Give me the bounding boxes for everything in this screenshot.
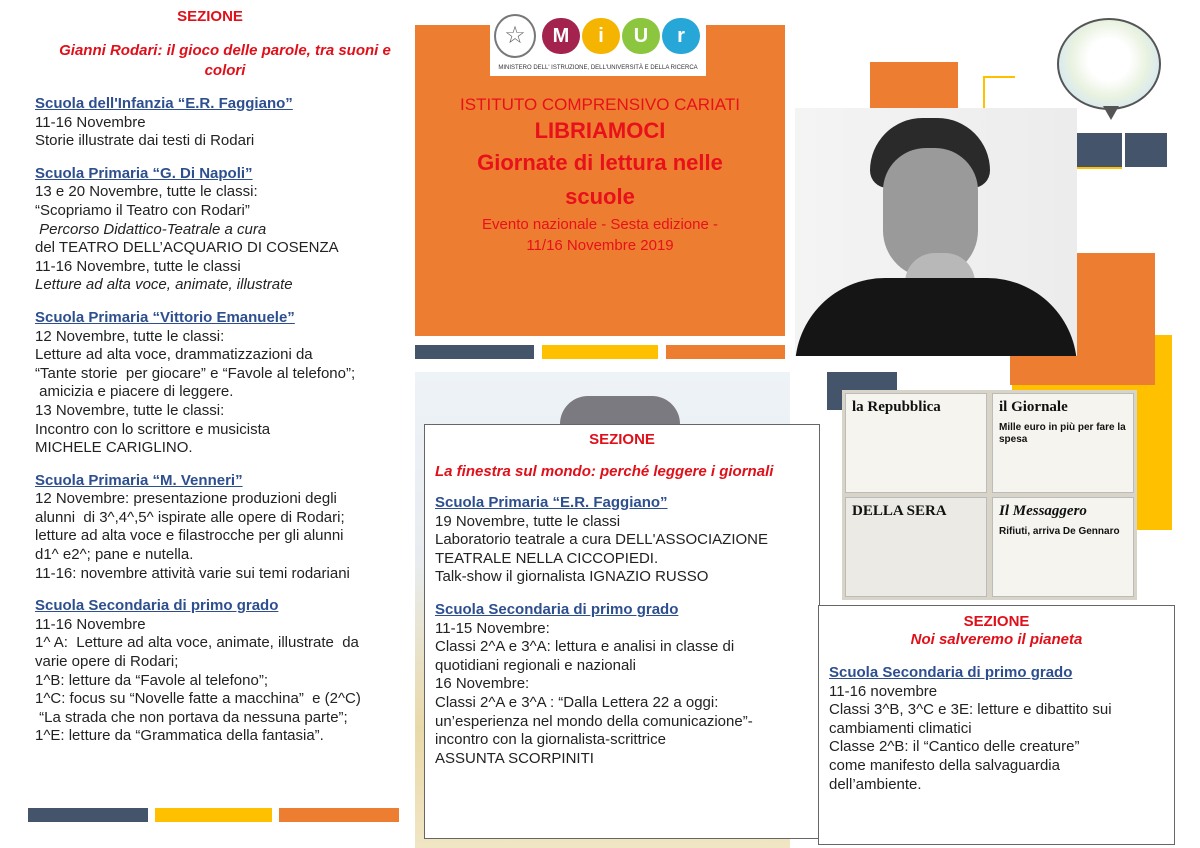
miur-logo <box>490 10 706 76</box>
activity-line: 11-16 novembre <box>829 682 938 700</box>
activity-line: Letture ad alta voce, drammatizzazioni da <box>35 346 313 364</box>
decor-bar-navy <box>28 808 148 822</box>
decor-square <box>870 62 958 108</box>
event-title: LIBRIAMOCI <box>534 118 666 143</box>
school-block <box>35 309 410 458</box>
activity-line: 19 Novembre, tutte le classi <box>435 512 621 530</box>
decor-line <box>1077 167 1122 169</box>
activity-line: 11-16 Novembre, tutte le classi <box>35 257 241 275</box>
section-theme: La finestra sul mondo: perché leggere i giornali <box>435 463 774 480</box>
decor-bar-navy <box>415 345 534 359</box>
activity-line: Classi 2^A e 3^A: lettura e analisi in classe di <box>435 638 735 656</box>
activity-line: varie opere di Rodari; <box>35 653 179 671</box>
activity-line: 11-16: novembre attività varie sui temi rodariani <box>35 564 350 582</box>
event-subtitle: Giornate di lettura nelle <box>477 150 723 175</box>
school-name: Scuola Primaria “Vittorio Emanuele” <box>35 308 295 326</box>
photo-head <box>560 396 680 424</box>
activity-line: amicizia e piacere di leggere. <box>35 383 234 401</box>
section-heading: SEZIONE <box>963 613 1030 630</box>
newspaper-masthead: il Giornale <box>999 399 1068 415</box>
decor-bar-orange <box>666 345 785 359</box>
activity-line: alunni di 3^,4^,5^ ispirate alle opere di Rodari; <box>35 508 345 526</box>
school-block <box>435 494 809 587</box>
school-logo <box>1057 18 1161 110</box>
section-theme <box>30 41 420 81</box>
ministry-caption: MINISTERO DELL' ISTRUZIONE, DELL'UNIVERSITÀ E DELLA RICERCA <box>498 65 698 71</box>
activity-line: 13 Novembre, tutte le classi: <box>35 401 225 419</box>
decor-bar-yellow <box>542 345 658 359</box>
activity-line: Classe 2^B: il “Cantico delle creature” <box>829 738 1080 756</box>
section-box-newspapers <box>424 424 820 839</box>
activity-line: letture ad alta voce e filastrocche per gli alunni <box>35 527 344 545</box>
decor-bar-orange <box>279 808 399 822</box>
activity-line: 1^E: letture da “Grammatica della fantasia”. <box>35 727 324 745</box>
activity-line: cambiamenti climatici <box>829 719 972 737</box>
activity-line: 12 Novembre: presentazione produzioni degli <box>35 490 337 508</box>
title-text <box>415 94 785 256</box>
newspaper-masthead: Il Messaggero <box>999 503 1087 519</box>
school-name: Scuola Secondaria di primo grado <box>435 600 679 618</box>
decor-bar-yellow <box>155 808 272 822</box>
activity-line: del TEATRO DELL’ACQUARIO DI COSENZA <box>35 239 339 257</box>
school-block <box>35 597 410 746</box>
event-subtitle: scuole <box>565 184 635 209</box>
school-logo-tip <box>1103 106 1119 120</box>
activity-line: Talk-show il giornalista IGNAZIO RUSSO <box>435 568 709 586</box>
activity-line: MICHELE CARIGLINO. <box>35 439 193 457</box>
activity-line: Classi 3^B, 3^C e 3E: letture e dibattito sui <box>829 701 1112 719</box>
activity-line: “Scopriamo il Teatro con Rodari” <box>35 201 250 219</box>
activity-line: ASSUNTA SCORPINITI <box>435 749 594 767</box>
activity-line: Incontro con lo scrittore e musicista <box>35 420 271 438</box>
newspapers-photo <box>842 390 1137 600</box>
miur-letter: M <box>542 18 580 54</box>
left-column <box>35 8 410 746</box>
theme-line: Gianni Rodari: il gioco delle parole, tra suoni e <box>59 42 391 59</box>
newspaper <box>845 393 987 493</box>
section-box-planet <box>818 605 1175 845</box>
school-name: Scuola Secondaria di primo grado <box>829 664 1073 681</box>
miur-letter: r <box>662 18 700 54</box>
activity-line: “Tante storie per giocare” e “Favole al telefono”; <box>35 364 356 382</box>
activity-line: 1^ A: Letture ad alta voce, animate, illustrate da <box>35 634 359 652</box>
school-block <box>829 664 1164 794</box>
left-school-list <box>35 95 410 746</box>
activity-line: 12 Novembre, tutte le classi: <box>35 327 225 345</box>
portrait-body <box>795 278 1077 356</box>
activity-line: 16 Novembre: <box>435 675 530 693</box>
middle-school-list <box>435 494 809 768</box>
newspaper-headline: Rifiuti, arriva De Gennaro <box>999 526 1120 537</box>
school-name: Scuola Primaria “G. Di Napoli” <box>35 164 253 182</box>
activity-line: quotidiani regionali e nazionali <box>435 656 636 674</box>
decor-line <box>983 76 1015 110</box>
activity-line: d1^ e2^; pane e nutella. <box>35 546 194 564</box>
event-edition: Evento nazionale - Sesta edizione - <box>482 216 718 233</box>
school-block <box>35 472 410 584</box>
school-block <box>35 95 410 151</box>
miur-letters <box>542 18 700 54</box>
activity-line: come manifesto della salvaguardia <box>829 756 1060 774</box>
activity-line: 1^C: focus su “Novelle fatte a macchina” e (2^C) <box>35 690 361 708</box>
rodari-portrait <box>795 108 1077 356</box>
activity-line: Laboratorio teatrale a cura DELL'ASSOCIAZIONE <box>435 531 769 549</box>
activity-line: Storie illustrate dai testi di Rodari <box>35 132 255 150</box>
newspaper-headline: Mille euro in più per fare la spesa <box>999 422 1126 445</box>
school-block <box>435 601 809 768</box>
section-heading: SEZIONE <box>589 431 655 448</box>
school-name: Scuola Secondaria di primo grado <box>35 597 279 615</box>
decor-square <box>1125 133 1167 167</box>
right-school-list <box>829 664 1164 794</box>
newspaper-masthead: DELLA SERA <box>852 503 947 519</box>
activity-line: dell’ambiente. <box>829 775 922 793</box>
activity-line: Letture ad alta voce, animate, illustrate <box>35 276 293 294</box>
section-heading: SEZIONE <box>177 8 243 25</box>
miur-letter: i <box>582 18 620 54</box>
activity-line: un’esperienza nel mondo della comunicazione”- <box>435 712 753 730</box>
activity-line: TEATRALE NELLA CICCOPIEDI. <box>435 549 659 567</box>
activity-line: 11-15 Novembre: <box>435 619 550 637</box>
section-theme: Noi salveremo il pianeta <box>910 631 1083 648</box>
activity-line: Classi 2^A e 3^A : “Dalla Lettera 22 a oggi: <box>435 693 719 711</box>
newspaper-masthead: la Repubblica <box>852 399 941 415</box>
activity-line: 11-16 Novembre <box>35 615 146 633</box>
miur-letter: U <box>622 18 660 54</box>
activity-line: 13 e 20 Novembre, tutte le classi: <box>35 183 258 201</box>
theme-line: colori <box>204 62 246 79</box>
activity-line: 1^B: letture da “Favole al telefono”; <box>35 671 268 689</box>
activity-line: incontro con la giornalista-scrittrice <box>435 731 666 749</box>
emblem-icon: ☆ <box>494 14 536 58</box>
activity-line: “La strada che non portava da nessuna parte”; <box>35 708 348 726</box>
newspaper <box>992 497 1134 597</box>
decor-square <box>1077 133 1122 167</box>
school-name: Scuola Primaria “E.R. Faggiano” <box>435 494 668 511</box>
event-dates: 11/16 Novembre 2019 <box>526 237 674 254</box>
institute-name: ISTITUTO COMPRENSIVO CARIATI <box>460 95 740 114</box>
activity-line: Percorso Didattico-Teatrale a cura <box>35 220 267 238</box>
school-name: Scuola Primaria “M. Venneri” <box>35 471 243 489</box>
school-name: Scuola dell'Infanzia “E.R. Faggiano” <box>35 95 293 112</box>
activity-line: 11-16 Novembre <box>35 113 146 131</box>
newspaper <box>992 393 1134 493</box>
school-block <box>35 165 410 295</box>
newspaper <box>845 497 987 597</box>
